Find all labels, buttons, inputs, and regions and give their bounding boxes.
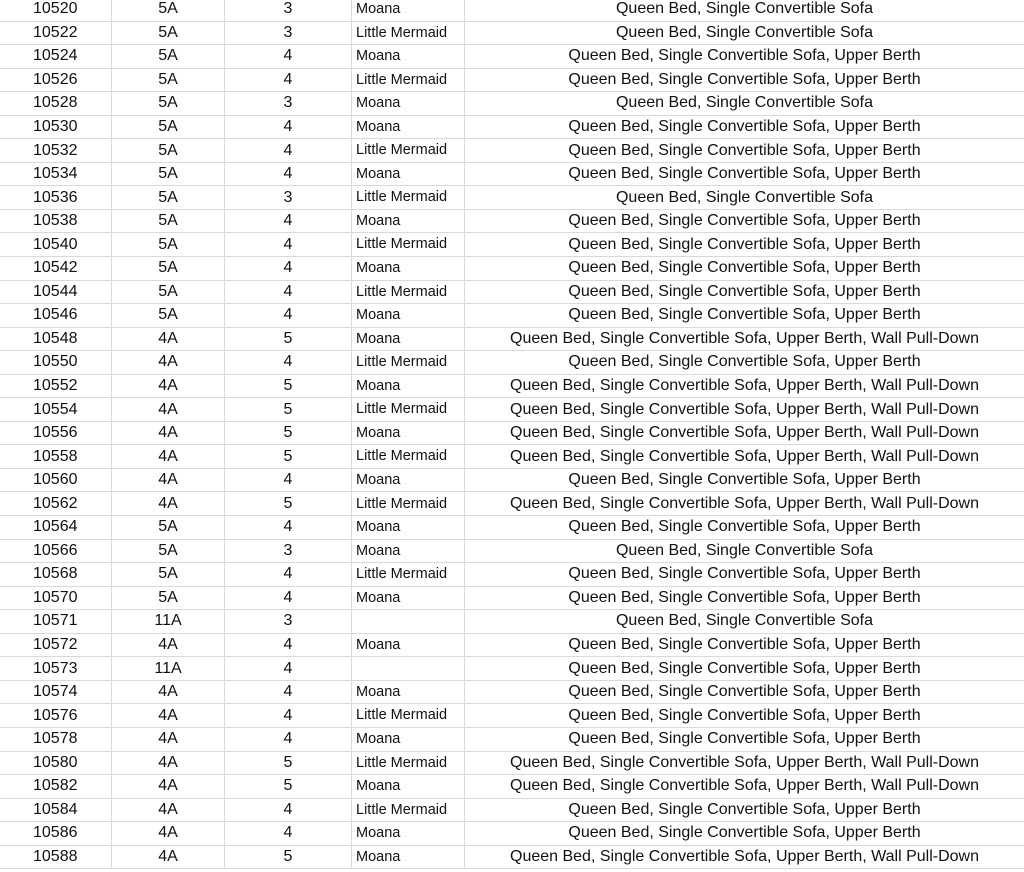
cell-theme[interactable]: Little Mermaid: [352, 233, 465, 256]
cell-sleeps[interactable]: 4: [225, 233, 352, 256]
cell-theme[interactable]: Moana: [352, 469, 465, 492]
cell-room-number[interactable]: 10554: [0, 398, 112, 421]
cell-bed-configuration[interactable]: Queen Bed, Single Convertible Sofa, Upper Berth: [568, 282, 921, 300]
cell-bed-configuration[interactable]: Queen Bed, Single Convertible Sofa, Upper Berth: [568, 212, 921, 230]
cell-theme[interactable]: Moana: [352, 846, 465, 869]
cell-room-number[interactable]: 10566: [0, 540, 112, 563]
cell-theme[interactable]: Moana: [352, 516, 465, 539]
table-row: [0, 92, 1024, 116]
cell-room-number[interactable]: 10530: [0, 116, 112, 139]
table-row: [0, 775, 1024, 799]
cell-bed-configuration[interactable]: Queen Bed, Single Convertible Sofa, Upper Berth: [568, 70, 921, 88]
cell-category[interactable]: 5A: [112, 233, 225, 256]
cell-theme[interactable]: Little Mermaid: [352, 492, 465, 515]
table-row: [0, 799, 1024, 823]
cell-category[interactable]: 5A: [112, 210, 225, 233]
cell-sleeps[interactable]: 5: [225, 328, 352, 351]
cell-bed-configuration[interactable]: Queen Bed, Single Convertible Sofa, Upper Berth: [568, 47, 921, 65]
cell-theme[interactable]: Moana: [352, 422, 465, 445]
cell-sleeps[interactable]: 4: [225, 563, 352, 586]
cell-theme[interactable]: Little Mermaid: [352, 752, 465, 775]
cell-room-number[interactable]: 10573: [0, 657, 112, 680]
cell-category[interactable]: 4A: [112, 398, 225, 421]
cell-category[interactable]: 4A: [112, 775, 225, 798]
cell-sleeps[interactable]: 5: [225, 398, 352, 421]
cell-sleeps[interactable]: 4: [225, 634, 352, 657]
cell-room-number[interactable]: 10534: [0, 163, 112, 186]
table-row: [0, 22, 1024, 46]
cell-sleeps[interactable]: 4: [225, 728, 352, 751]
cell-room-number[interactable]: 10524: [0, 45, 112, 68]
table-row: [0, 469, 1024, 493]
cell-bed-configuration[interactable]: Queen Bed, Single Convertible Sofa, Upper Berth: [568, 306, 921, 324]
table-row: [0, 657, 1024, 681]
cell-category[interactable]: 5A: [112, 257, 225, 280]
cell-bed-configuration[interactable]: Queen Bed, Single Convertible Sofa: [615, 612, 874, 630]
cell-theme[interactable]: Little Mermaid: [352, 69, 465, 92]
cell-room-number[interactable]: 10544: [0, 281, 112, 304]
cell-room-number[interactable]: 10550: [0, 351, 112, 374]
cell-room-number[interactable]: 10570: [0, 587, 112, 610]
cell-theme[interactable]: Moana: [352, 775, 465, 798]
cell-sleeps[interactable]: 4: [225, 469, 352, 492]
cell-bed-configuration[interactable]: Queen Bed, Single Convertible Sofa, Upper Berth, Wall Pull-Down: [510, 400, 979, 418]
cell-sleeps[interactable]: 5: [225, 422, 352, 445]
table-row: [0, 822, 1024, 846]
cell-category[interactable]: 4A: [112, 422, 225, 445]
table-row: [0, 0, 1024, 22]
cell-room-number[interactable]: 10564: [0, 516, 112, 539]
cell-room-number[interactable]: 10586: [0, 822, 112, 845]
cell-room-number[interactable]: 10584: [0, 799, 112, 822]
cell-sleeps[interactable]: 4: [225, 704, 352, 727]
cell-room-number[interactable]: 10536: [0, 186, 112, 209]
table-row: [0, 492, 1024, 516]
cell-bed-configuration[interactable]: Queen Bed, Single Convertible Sofa, Upper Berth, Wall Pull-Down: [510, 447, 979, 465]
cell-category[interactable]: 5A: [112, 540, 225, 563]
cell-bed-configuration[interactable]: Queen Bed, Single Convertible Sofa: [615, 23, 874, 41]
cell-theme[interactable]: Moana: [352, 257, 465, 280]
table-row: [0, 728, 1024, 752]
cell-bed-configuration[interactable]: Queen Bed, Single Convertible Sofa, Upper Berth: [568, 235, 921, 253]
cell-category[interactable]: 4A: [112, 634, 225, 657]
cell-theme[interactable]: Moana: [352, 0, 465, 21]
table-row: [0, 375, 1024, 399]
cell-theme[interactable]: Little Mermaid: [352, 281, 465, 304]
cell-bed-configuration[interactable]: Queen Bed, Single Convertible Sofa, Upper Berth: [568, 706, 921, 724]
cell-bed-configuration[interactable]: Queen Bed, Single Convertible Sofa, Upper Berth: [568, 565, 921, 583]
cell-room-number[interactable]: 10572: [0, 634, 112, 657]
cell-theme[interactable]: Moana: [352, 92, 465, 115]
cell-room-number[interactable]: 10532: [0, 139, 112, 162]
cell-sleeps[interactable]: 4: [225, 351, 352, 374]
cell-sleeps[interactable]: 5: [225, 846, 352, 869]
table-row: [0, 45, 1024, 69]
cell-theme[interactable]: Moana: [352, 822, 465, 845]
cell-category[interactable]: 4A: [112, 799, 225, 822]
table-row: [0, 846, 1024, 870]
cell-category[interactable]: 4A: [112, 328, 225, 351]
cell-sleeps[interactable]: 4: [225, 210, 352, 233]
cell-bed-configuration[interactable]: Queen Bed, Single Convertible Sofa, Upper Berth: [568, 800, 921, 818]
cell-category[interactable]: 4A: [112, 375, 225, 398]
cell-theme[interactable]: Moana: [352, 540, 465, 563]
cell-room-number[interactable]: 10526: [0, 69, 112, 92]
cell-theme[interactable]: Little Mermaid: [352, 563, 465, 586]
table-row: [0, 328, 1024, 352]
cell-category[interactable]: 5A: [112, 163, 225, 186]
table-row: [0, 233, 1024, 257]
table-row: [0, 445, 1024, 469]
cell-theme[interactable]: Little Mermaid: [352, 351, 465, 374]
cell-room-number[interactable]: 10560: [0, 469, 112, 492]
cell-category[interactable]: 5A: [112, 69, 225, 92]
cell-category[interactable]: 4A: [112, 846, 225, 869]
cell-room-number[interactable]: 10538: [0, 210, 112, 233]
cell-category[interactable]: 5A: [112, 45, 225, 68]
cell-room-number[interactable]: 10540: [0, 233, 112, 256]
cell-room-number[interactable]: 10562: [0, 492, 112, 515]
table-row: [0, 540, 1024, 564]
cell-category[interactable]: 5A: [112, 563, 225, 586]
cell-room-number[interactable]: 10578: [0, 728, 112, 751]
cell-bed-configuration[interactable]: Queen Bed, Single Convertible Sofa, Upper Berth: [568, 118, 921, 135]
cell-theme[interactable]: Moana: [352, 328, 465, 351]
cell-theme[interactable]: [352, 657, 465, 680]
cell-sleeps[interactable]: 3: [225, 22, 352, 45]
cell-bed-configuration[interactable]: Queen Bed, Single Convertible Sofa, Upper Berth: [568, 588, 921, 606]
table-row: [0, 610, 1024, 634]
cell-theme[interactable]: Little Mermaid: [352, 704, 465, 727]
cell-sleeps[interactable]: 4: [225, 681, 352, 704]
cell-theme[interactable]: Moana: [352, 728, 465, 751]
cell-theme[interactable]: [352, 610, 465, 633]
cell-bed-configuration[interactable]: Queen Bed, Single Convertible Sofa, Upper Berth: [568, 353, 921, 371]
cell-theme[interactable]: Little Mermaid: [352, 445, 465, 468]
cell-sleeps[interactable]: 3: [225, 610, 352, 633]
table-row: [0, 69, 1024, 93]
cell-sleeps[interactable]: 5: [225, 445, 352, 468]
cell-bed-configuration[interactable]: Queen Bed, Single Convertible Sofa, Upper Berth, Wall Pull-Down: [510, 329, 979, 347]
cell-sleeps[interactable]: 5: [225, 375, 352, 398]
cell-bed-configuration[interactable]: Queen Bed, Single Convertible Sofa, Upper Berth, Wall Pull-Down: [510, 494, 979, 512]
cell-theme[interactable]: Moana: [352, 634, 465, 657]
cell-theme[interactable]: Moana: [352, 587, 465, 610]
cell-sleeps[interactable]: 4: [225, 69, 352, 92]
cell-sleeps[interactable]: 4: [225, 822, 352, 845]
cell-theme[interactable]: Little Mermaid: [352, 799, 465, 822]
cell-bed-configuration[interactable]: Queen Bed, Single Convertible Sofa, Upper Berth, Wall Pull-Down: [510, 777, 979, 795]
cell-room-number[interactable]: 10520: [0, 0, 112, 21]
cell-theme[interactable]: Moana: [352, 304, 465, 327]
cell-theme[interactable]: Moana: [352, 210, 465, 233]
table-row: [0, 681, 1024, 705]
cell-category[interactable]: 5A: [112, 186, 225, 209]
cell-bed-configuration[interactable]: Queen Bed, Single Convertible Sofa: [615, 188, 874, 206]
cell-room-number[interactable]: 10546: [0, 304, 112, 327]
cell-bed-configuration[interactable]: Queen Bed, Single Convertible Sofa, Upper Berth: [568, 824, 921, 842]
cell-category[interactable]: 5A: [112, 92, 225, 115]
cell-sleeps[interactable]: 5: [225, 752, 352, 775]
table-row: [0, 587, 1024, 611]
cell-room-number[interactable]: 10582: [0, 775, 112, 798]
cell-theme[interactable]: Moana: [352, 116, 465, 139]
table-row: [0, 186, 1024, 210]
cell-category[interactable]: 4A: [112, 681, 225, 704]
cell-category[interactable]: 5A: [112, 0, 225, 21]
cell-theme[interactable]: Moana: [352, 681, 465, 704]
cell-category[interactable]: 4A: [112, 351, 225, 374]
cell-sleeps[interactable]: 3: [225, 186, 352, 209]
cell-category[interactable]: 5A: [112, 281, 225, 304]
cell-room-number[interactable]: 10571: [0, 610, 112, 633]
cell-category[interactable]: 5A: [112, 22, 225, 45]
cell-theme[interactable]: Moana: [352, 45, 465, 68]
cell-room-number[interactable]: 10552: [0, 375, 112, 398]
table-row: [0, 351, 1024, 375]
cell-bed-configuration[interactable]: Queen Bed, Single Convertible Sofa: [615, 0, 874, 18]
cell-sleeps[interactable]: 4: [225, 281, 352, 304]
table-row: [0, 563, 1024, 587]
cell-category[interactable]: 4A: [112, 445, 225, 468]
cell-bed-configuration[interactable]: Queen Bed, Single Convertible Sofa, Upper Berth: [568, 518, 921, 536]
table-row: [0, 139, 1024, 163]
cell-theme[interactable]: Moana: [352, 375, 465, 398]
cell-theme[interactable]: Little Mermaid: [352, 398, 465, 421]
cell-category[interactable]: 5A: [112, 116, 225, 139]
table-row: [0, 210, 1024, 234]
table-row: [0, 752, 1024, 776]
cell-bed-configuration[interactable]: Queen Bed, Single Convertible Sofa, Upper Berth: [568, 165, 921, 183]
table-row: [0, 398, 1024, 422]
cell-category[interactable]: 11A: [112, 610, 225, 633]
cell-sleeps[interactable]: 4: [225, 116, 352, 139]
cell-room-number[interactable]: 10588: [0, 846, 112, 869]
cell-room-number[interactable]: 10558: [0, 445, 112, 468]
cell-bed-configuration[interactable]: Queen Bed, Single Convertible Sofa, Upper Berth: [568, 659, 921, 677]
cell-room-number[interactable]: 10548: [0, 328, 112, 351]
cell-sleeps[interactable]: 4: [225, 516, 352, 539]
cell-bed-configuration[interactable]: Queen Bed, Single Convertible Sofa: [615, 94, 874, 112]
cell-sleeps[interactable]: 4: [225, 304, 352, 327]
cell-theme[interactable]: Little Mermaid: [352, 139, 465, 162]
cell-sleeps[interactable]: 5: [225, 775, 352, 798]
cell-bed-configuration[interactable]: Queen Bed, Single Convertible Sofa, Upper Berth: [568, 636, 921, 654]
cell-bed-configuration[interactable]: Queen Bed, Single Convertible Sofa, Upper Berth: [568, 141, 921, 159]
cell-theme[interactable]: Moana: [352, 163, 465, 186]
cell-sleeps[interactable]: 4: [225, 799, 352, 822]
cell-sleeps[interactable]: 3: [225, 92, 352, 115]
cell-category[interactable]: 4A: [112, 704, 225, 727]
cell-room-number[interactable]: 10568: [0, 563, 112, 586]
cell-bed-configuration[interactable]: Queen Bed, Single Convertible Sofa: [615, 541, 874, 559]
table-row: [0, 257, 1024, 281]
cell-category[interactable]: 5A: [112, 516, 225, 539]
cell-sleeps[interactable]: 3: [225, 540, 352, 563]
cell-sleeps[interactable]: 4: [225, 257, 352, 280]
cell-category[interactable]: 4A: [112, 822, 225, 845]
cell-bed-configuration[interactable]: Queen Bed, Single Convertible Sofa, Upper Berth, Wall Pull-Down: [510, 753, 979, 771]
cell-sleeps[interactable]: 3: [225, 0, 352, 21]
cell-bed-configuration[interactable]: Queen Bed, Single Convertible Sofa, Upper Berth, Wall Pull-Down: [510, 847, 979, 865]
cell-bed-configuration[interactable]: Queen Bed, Single Convertible Sofa, Upper Berth, Wall Pull-Down: [510, 424, 979, 442]
cell-room-number[interactable]: 10580: [0, 752, 112, 775]
cell-sleeps[interactable]: 4: [225, 139, 352, 162]
cell-bed-configuration[interactable]: Queen Bed, Single Convertible Sofa, Upper Berth: [568, 683, 921, 701]
table-row: [0, 281, 1024, 305]
cell-room-number[interactable]: 10556: [0, 422, 112, 445]
cell-category[interactable]: 4A: [112, 492, 225, 515]
cell-category[interactable]: 11A: [112, 657, 225, 680]
cell-theme[interactable]: Little Mermaid: [352, 186, 465, 209]
cell-sleeps[interactable]: 5: [225, 492, 352, 515]
table-row: [0, 516, 1024, 540]
cell-category[interactable]: 5A: [112, 304, 225, 327]
cell-sleeps[interactable]: 4: [225, 45, 352, 68]
cell-category[interactable]: 4A: [112, 469, 225, 492]
cell-bed-configuration[interactable]: Queen Bed, Single Convertible Sofa, Upper Berth: [568, 259, 921, 277]
cell-sleeps[interactable]: 4: [225, 587, 352, 610]
cell-room-number[interactable]: 10576: [0, 704, 112, 727]
table-row: [0, 163, 1024, 187]
cell-sleeps[interactable]: 4: [225, 163, 352, 186]
cell-sleeps[interactable]: 4: [225, 657, 352, 680]
cell-category[interactable]: 4A: [112, 752, 225, 775]
cell-bed-configuration[interactable]: Queen Bed, Single Convertible Sofa, Upper Berth: [568, 730, 921, 748]
table-row: [0, 704, 1024, 728]
table-row: [0, 634, 1024, 658]
cell-room-number[interactable]: 10542: [0, 257, 112, 280]
cell-room-number[interactable]: 10528: [0, 92, 112, 115]
table-row: [0, 304, 1024, 328]
cell-category[interactable]: 5A: [112, 139, 225, 162]
cell-bed-configuration[interactable]: Queen Bed, Single Convertible Sofa, Upper Berth: [568, 471, 921, 489]
cell-room-number[interactable]: 10574: [0, 681, 112, 704]
cell-category[interactable]: 5A: [112, 587, 225, 610]
table-row: [0, 116, 1024, 140]
table-row: [0, 422, 1024, 446]
cell-bed-configuration[interactable]: Queen Bed, Single Convertible Sofa, Upper Berth, Wall Pull-Down: [510, 377, 979, 395]
cell-room-number[interactable]: 10522: [0, 22, 112, 45]
cell-theme[interactable]: Little Mermaid: [352, 22, 465, 45]
cell-category[interactable]: 4A: [112, 728, 225, 751]
